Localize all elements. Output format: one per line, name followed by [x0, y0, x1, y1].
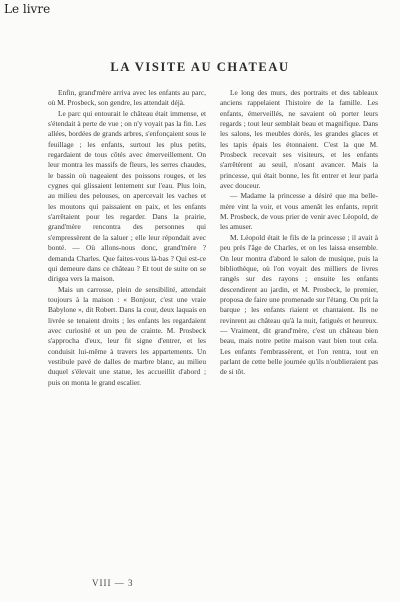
paragraph: — Madame la princesse a désiré que ma belle-mère vint la voir, et vous amenât les enfants, reprit M. Prosbeck, de vous prier de venir avec Léopold, de les amuser. [220, 191, 378, 232]
paragraph: M. Léopold était le fils de la princesse ; il avait à peu près l'âge de Charles, et on les laissa ensemble. On leur montra d'abord le salon de musique, puis la bibliothèque, où l'on voyait des milliers de livres rangés sur des rayons ; ensuite les enfants descendirent au jardin, et M. Prosbeck, le premier, proposa de faire une promenade sur l'étang. On prit la barque ; les enfants riaient et chantaient. Ils ne revinrent au château qu'à la nuit, fatigués et heureux. — Vraiment, dit grand'mère, c'est un château bien beau, mais notre petite maison vaut bien tout cela. Les enfants l'embrassèrent, et l'on rentra, tout en parlant de cette belle journée qu'ils n'oublieraient pas de si tôt. [220, 232, 378, 377]
paragraph: Enfin, grand'mère arriva avec les enfants au parc, où M. Prosbeck, son gendre, les attendait déjà. [48, 88, 206, 108]
article-title: LA VISITE AU CHATEAU [110, 60, 290, 75]
paragraph: Le parc qui entourait le château était immense, et s'étendait à perte de vue ; on n'y voyait pas la fin. Les allées, bordées de grands arbres, s'enfonçaient sous le feuillage ; les enfants, surtout les plus petits, regardaient de tous côtés avec émerveillement. On leur montra les massifs de fleurs, les serres chaudes, le bassin où nageaient des poissons rouges, et les cygnes qui glissaient lentement sur l'eau. Plus loin, au milieu des pelouses, on apercevait les vaches et les moutons qui paissaient en paix, et les enfants s'arrêtaient pour les regarder. Dans la prairie, grand'mère rencontra des personnes qui s'empressèrent de la saluer ; elle leur répondait avec bonté. — Où allons-nous donc, grand'mère ? demanda Charles. Que faites-vous là-bas ? Qui est-ce qui demeure dans ce château ? Et tout de suite on se dirigea vers la maison. [48, 108, 206, 284]
paragraph: Le long des murs, des portraits et des tableaux anciens rappelaient l'histoire de la famille. Les enfants, émerveillés, ne savaient où porter leurs regards ; tout leur semblait beau et magnifique. Dans les salons, les meubles dorés, les grandes glaces et les tapis épais les étonnaient. C'est la que M. Prosbeck recevait ses visiteurs, et les enfants s'arrêtèrent au seuil, n'osant avancer. Mais la princesse, qui était bonne, les fit entrer et leur parla avec douceur. [220, 88, 378, 191]
article-body [48, 88, 378, 572]
running-head-title: Le livre [4, 2, 51, 16]
paragraph: Mais un carrosse, plein de sensibilité, attendait toujours à la maison : « Bonjour, c'est une vraie Babylone », dit Robert. Dans la cour, deux laquais en livrée se tenaient droits ; les enfants les regardaient avec curiosité et un peu de crainte. M. Prosbeck s'approcha d'eux, leur fit signe d'entrer, et les conduisit lui-même à travers les appartements. Un vestibule pavé de dalles de marbre blanc, au milieu duquel s'élevait une statue, les accueillit d'abord ; puis on monta le grand escalier. [48, 284, 206, 387]
page-signature: VIII — 3 [92, 578, 134, 588]
